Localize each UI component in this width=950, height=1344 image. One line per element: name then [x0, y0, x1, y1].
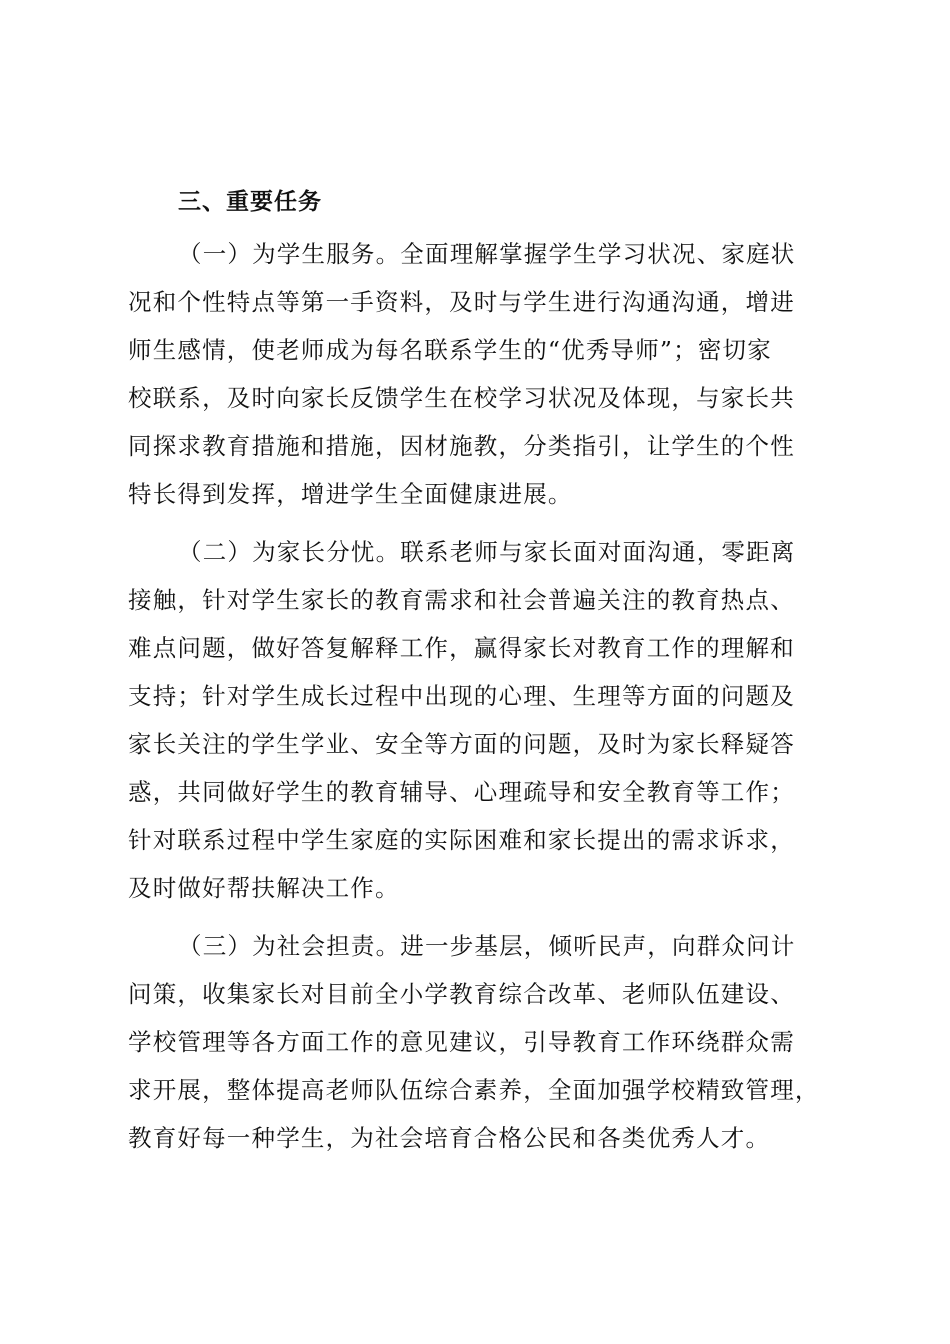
text-line: 教育好每一种学生，为社会培育合格公民和各类优秀人才。: [128, 1124, 771, 1152]
text-line: 师生感情，使老师成为每名联系学生的“优秀导师”；密切家: [128, 336, 772, 364]
text-line: 况和个性特点等第一手资料，及时与学生进行沟通沟通，增进: [128, 288, 795, 316]
text-line: 支持；针对学生成长过程中出现的心理、生理等方面的问题及: [128, 682, 795, 710]
text-line: 同探求教育措施和措施，因材施教，分类指引，让学生的个性: [128, 432, 795, 460]
text-line: 难点问题，做好答复解释工作，赢得家长对教育工作的理解和: [128, 634, 795, 662]
section-heading: 三、重要任务: [178, 189, 322, 215]
text-line: 及时做好帮扶解决工作。: [128, 874, 400, 902]
text-line: 学校管理等各方面工作的意见建议，引导教育工作环绕群众需: [128, 1028, 795, 1056]
text-line: （一）为学生服务。全面理解掌握学生学习状况、家庭状: [178, 240, 796, 268]
text-line: 求开展，整体提高老师队伍综合素养，全面加强学校精致管理，: [128, 1076, 820, 1104]
text-line: （二）为家长分忧。联系老师与家长面对面沟通，零距离: [178, 538, 796, 566]
text-line: （三）为社会担责。进一步基层，倾听民声，向群众问计: [178, 932, 796, 960]
text-line: 惑，共同做好学生的教育辅导、心理疏导和安全教育等工作；: [128, 778, 795, 806]
text-line: 特长得到发挥，增进学生全面健康进展。: [128, 480, 573, 508]
text-line: 问策，收集家长对目前全小学教育综合改革、老师队伍建设、: [128, 980, 795, 1008]
text-line: 针对联系过程中学生家庭的实际困难和家长提出的需求诉求，: [128, 826, 795, 854]
text-line: 校联系，及时向家长反馈学生在校学习状况及体现，与家长共: [128, 384, 795, 412]
text-line: 家长关注的学生学业、安全等方面的问题，及时为家长释疑答: [128, 730, 795, 758]
text-line: 接触，针对学生家长的教育需求和社会普遍关注的教育热点、: [128, 586, 795, 614]
